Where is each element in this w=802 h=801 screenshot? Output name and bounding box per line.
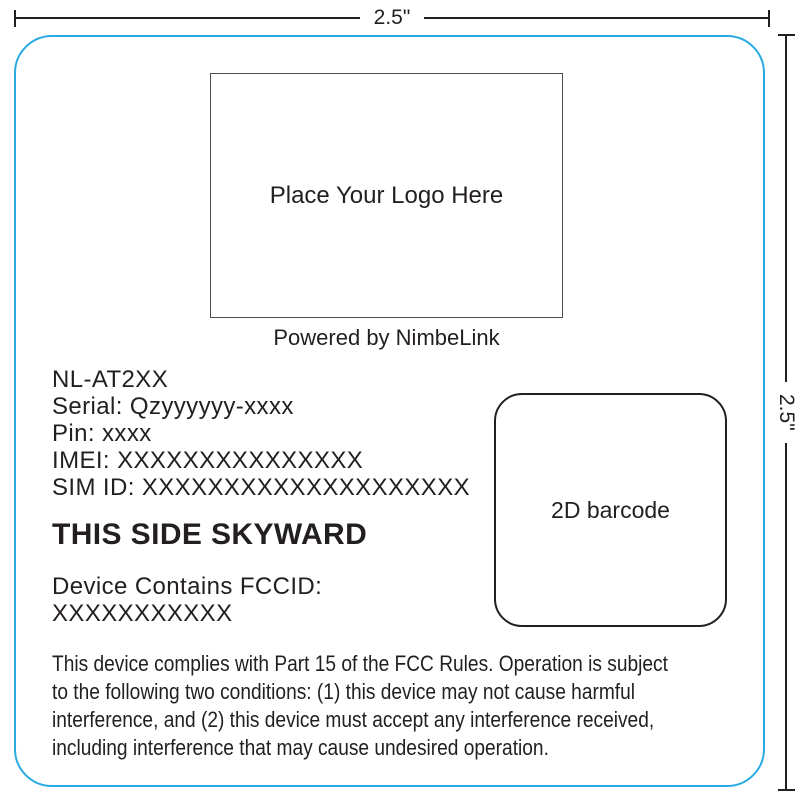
- height-dimension-value: 2.5": [775, 394, 798, 431]
- dimension-line-right: [424, 17, 768, 19]
- fcc-statement-line: to the following two conditions: (1) this device may not cause harmful: [52, 679, 635, 704]
- fcc-statement-line: including interference that may cause undesired operation.: [52, 735, 549, 760]
- fccid-block: [52, 573, 322, 627]
- dimension-line-top: [785, 36, 787, 382]
- device-info-block: [52, 366, 470, 501]
- orientation-note: THIS SIDE SKYWARD: [52, 518, 368, 551]
- barcode-placeholder-box: [494, 393, 727, 627]
- logo-placeholder-text: Place Your Logo Here: [269, 181, 504, 209]
- barcode-placeholder-text: 2D barcode: [551, 496, 670, 523]
- fcc-statement-line: This device complies with Part 15 of the FCC Rules. Operation is subject: [52, 651, 668, 676]
- serial-number: Serial: Qzyyyyyy-xxxx: [52, 393, 294, 420]
- width-dimension: [14, 6, 770, 29]
- dimension-tick-right: [768, 10, 770, 27]
- width-dimension-value: 2.5": [373, 6, 411, 29]
- fcc-statement-line: interference, and (2) this device must accept any interference received,: [52, 707, 655, 732]
- dimension-line-left: [16, 17, 360, 19]
- sim-id: SIM ID: XXXXXXXXXXXXXXXXXXXX: [52, 474, 471, 501]
- fccid-label: Device Contains FCCID:: [52, 573, 323, 600]
- fcc-statement: [52, 650, 760, 762]
- imei: IMEI: XXXXXXXXXXXXXXX: [52, 447, 364, 474]
- model-number: NL-AT2XX: [52, 366, 169, 393]
- logo-placeholder-box: [210, 73, 563, 318]
- height-dimension: [775, 34, 798, 791]
- powered-by-text: Powered by NimbeLink: [273, 325, 500, 350]
- fccid-value: XXXXXXXXXXX: [52, 600, 233, 627]
- pin: Pin: xxxx: [52, 420, 152, 447]
- dimension-line-bottom: [785, 443, 787, 789]
- dimension-tick-bottom: [778, 789, 795, 791]
